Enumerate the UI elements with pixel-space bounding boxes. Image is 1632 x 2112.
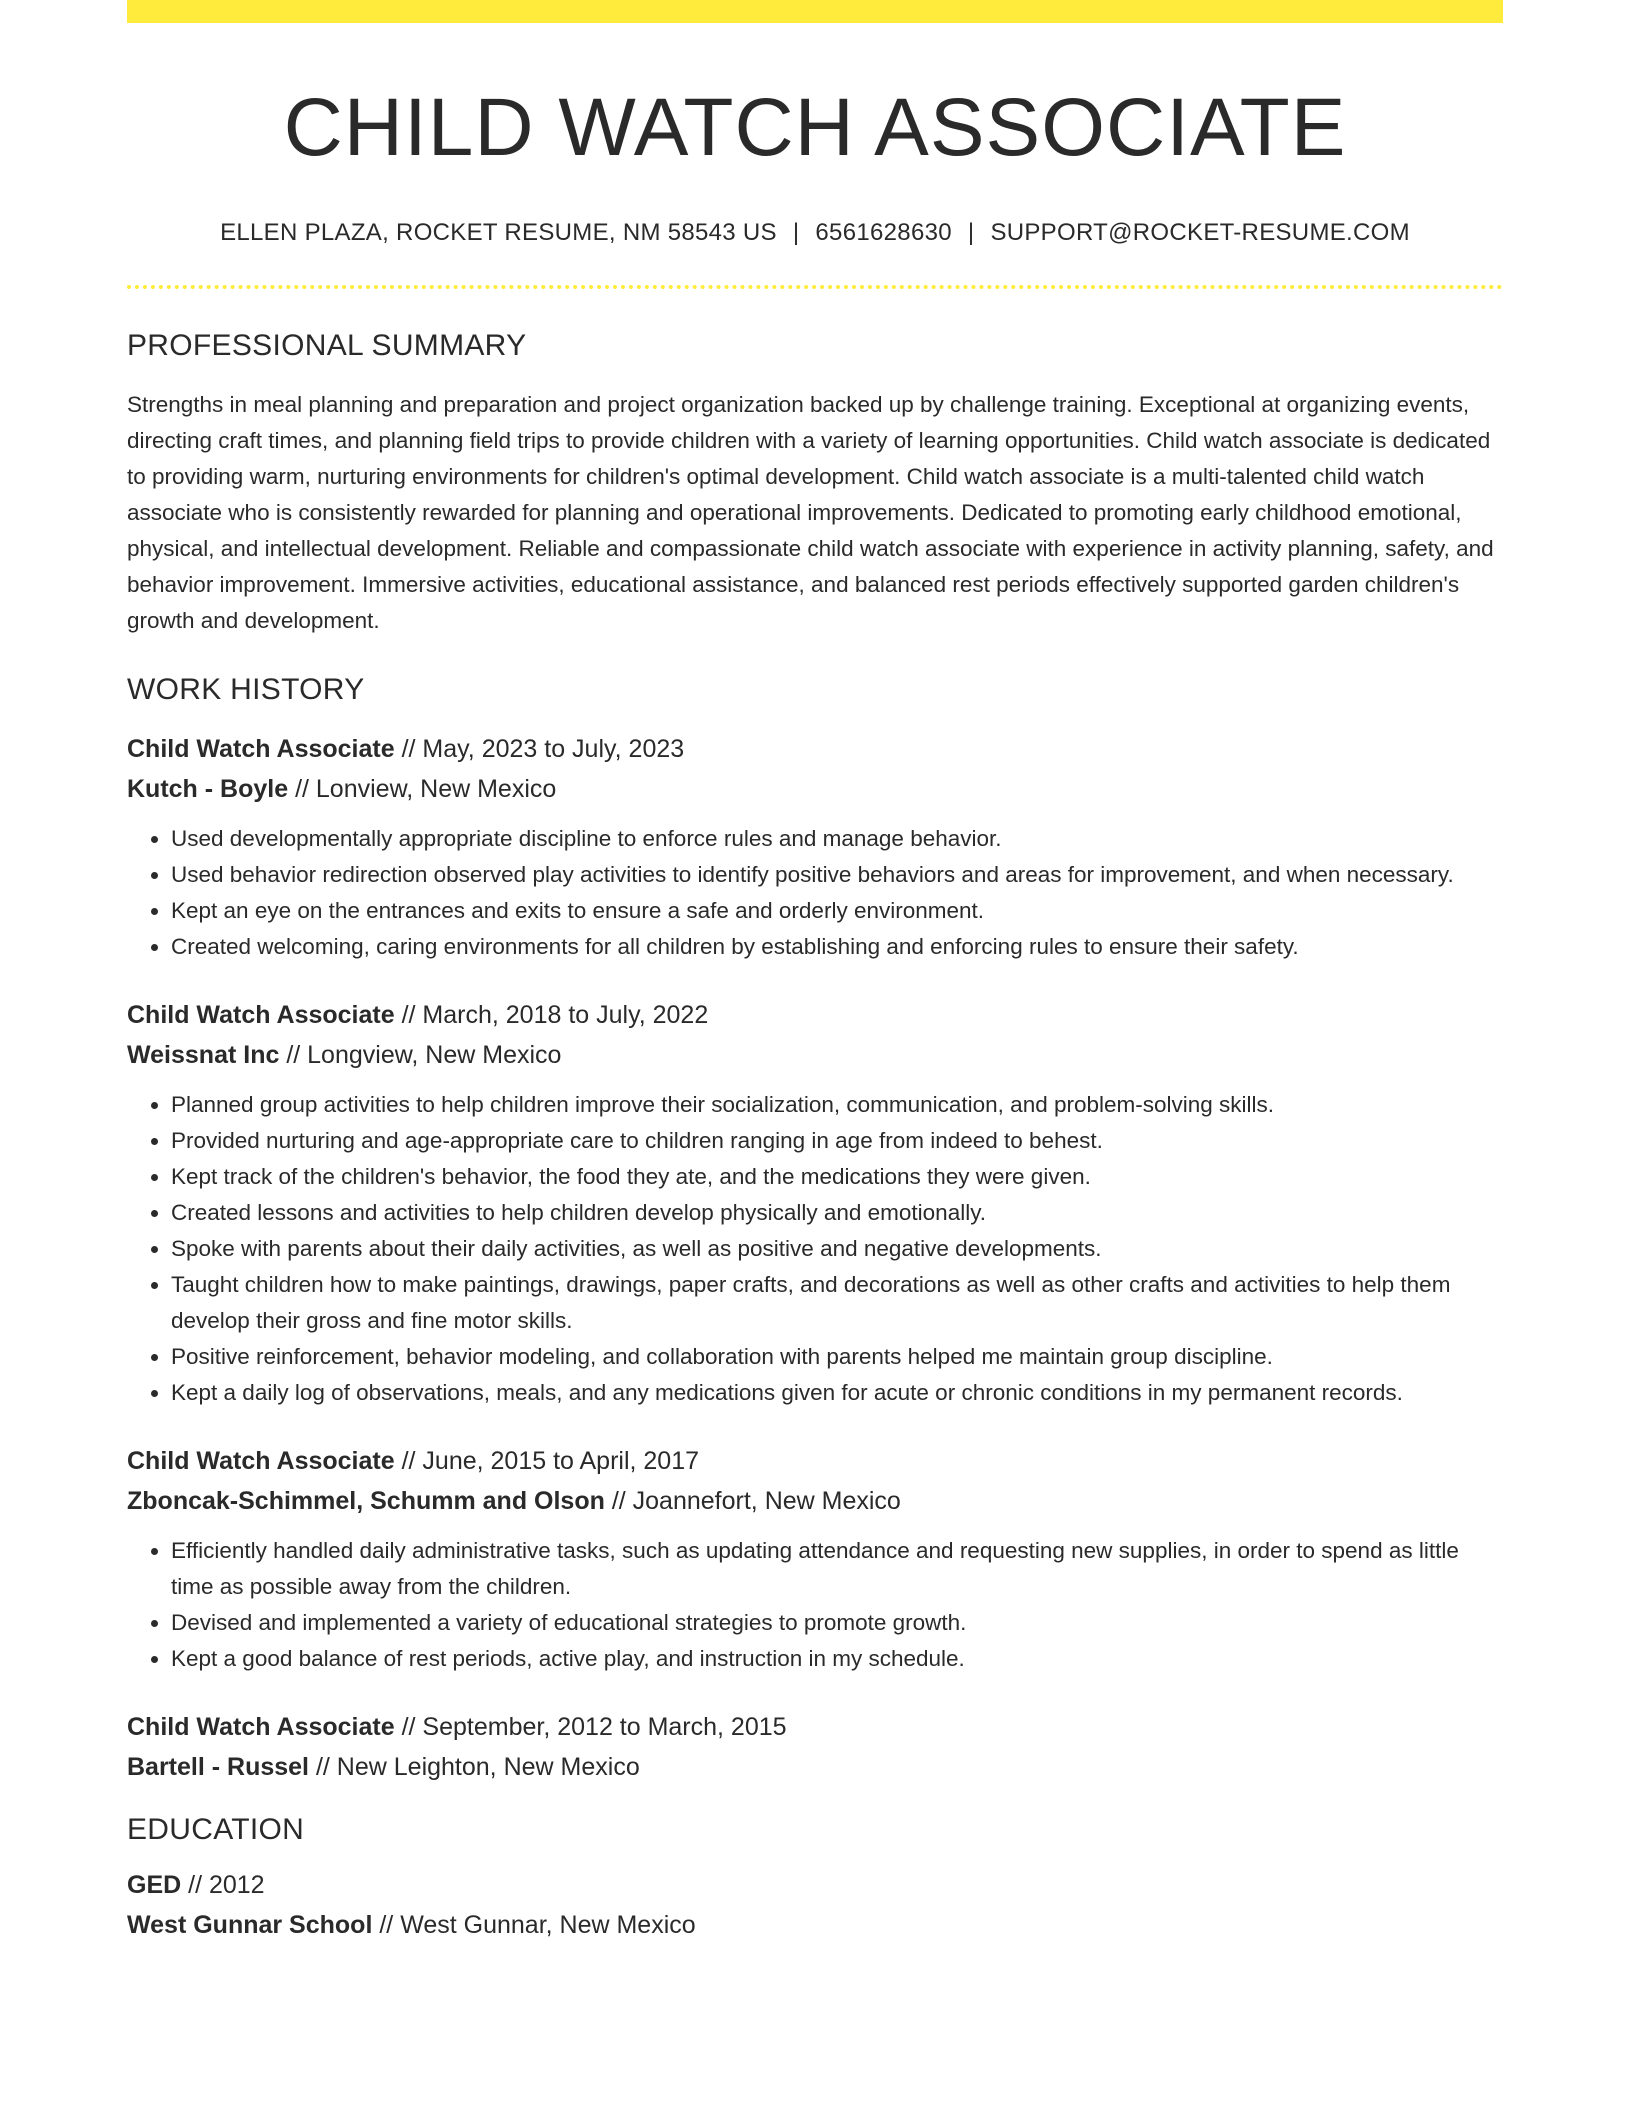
job-title: Child Watch Associate (127, 1001, 395, 1030)
job-dates: // May, 2023 to July, 2023 (394, 735, 685, 764)
job-bullets (127, 821, 1503, 965)
job-bullet: • Used developmentally appropriate discipline to enforce rules and manage behavior. (171, 821, 1503, 857)
job-bullet: • Spoke with parents about their daily activities, as well as positive and negative developments. (171, 1231, 1503, 1267)
job-bullet: • Planned group activities to help children improve their socialization, communication, and problem-solving skills. (171, 1087, 1503, 1123)
education-heading: EDUCATION (127, 1813, 305, 1847)
job-title-line (127, 729, 1503, 769)
education-year: // 2012 (181, 1871, 265, 1900)
job-title-line (127, 1707, 1503, 1747)
job-bullet: • Efficiently handled daily administrative tasks, such as updating attendance and requesting new supplies, in order to spend as little time as possible away from the children. (171, 1533, 1503, 1605)
job-bullet: • Created welcoming, caring environments for all children by establishing and enforcing rules to ensure their safety. (171, 929, 1503, 965)
resume-page (127, 0, 1503, 1945)
job-bullet: • Kept a daily log of observations, meals, and any medications given for acute or chronic conditions in my permanent records. (171, 1375, 1503, 1411)
job-title: Child Watch Associate (127, 735, 395, 764)
contact-email: SUPPORT@ROCKET-RESUME.COM (990, 219, 1410, 247)
resume-name: CHILD WATCH ASSOCIATE (283, 82, 1347, 173)
job-bullet: • Kept track of the children's behavior, the food they ate, and the medications they were given. (171, 1159, 1503, 1195)
contact-line (127, 219, 1503, 247)
job-bullet: • Positive reinforcement, behavior modeling, and collaboration with parents helped me maintain group discipline. (171, 1339, 1503, 1375)
work-history-heading: WORK HISTORY (127, 673, 365, 707)
contact-phone: 6561628630 (815, 219, 952, 247)
job-company-line (127, 769, 1503, 809)
education-school-line (127, 1905, 1503, 1945)
job-title: Child Watch Associate (127, 1447, 395, 1476)
job-title: Child Watch Associate (127, 1713, 395, 1742)
job-company-line (127, 1747, 1503, 1787)
job-company: Zboncak-Schimmel, Schumm and Olson (127, 1487, 605, 1516)
header-divider (127, 285, 1503, 289)
summary-text: Strengths in meal planning and preparation and project organization backed up by challenge training. Exceptional at organizing events, directing craft times, and planning field trips to provide children with a variety of learning opportunities. Child watch associate is dedicated to providing warm, nurturing environments for children's optimal development. Child watch associate is a multi-talented child watch associate who is consistently rewarded for planning and operational improvements. Dedicated to promoting early childhood emotional, physical, and intellectual development. Reliable and compassionate child watch associate with experience in activity planning, safety, and behavior improvement. Immersive activities, educational assistance, and balanced rest periods effectively supported garden children's growth and development. (127, 392, 1494, 634)
job-bullets (127, 1533, 1503, 1677)
education-school: West Gunnar School (127, 1911, 373, 1940)
education-degree: GED (127, 1871, 182, 1900)
job-bullet: • Kept a good balance of rest periods, active play, and instruction in my schedule. (171, 1641, 1503, 1677)
job-entry (127, 1441, 1503, 1677)
job-company-line (127, 1481, 1503, 1521)
job-bullet: • Kept an eye on the entrances and exits to ensure a safe and orderly environment. (171, 893, 1503, 929)
job-bullet: • Devised and implemented a variety of educational strategies to promote growth. (171, 1605, 1503, 1641)
job-entry (127, 729, 1503, 965)
job-company-line (127, 1035, 1503, 1075)
contact-address: ELLEN PLAZA, ROCKET RESUME, NM 58543 US (220, 219, 777, 247)
contact-separator: | (967, 219, 975, 247)
job-bullet: • Used behavior redirection observed play activities to identify positive behaviors and areas for improvement, and when necessary. (171, 857, 1503, 893)
job-bullet: • Provided nurturing and age-appropriate care to children ranging in age from indeed to behest. (171, 1123, 1503, 1159)
job-location: // Joannefort, New Mexico (604, 1487, 901, 1516)
job-dates: // June, 2015 to April, 2017 (394, 1447, 700, 1476)
job-bullet: • Created lessons and activities to help children develop physically and emotionally. (171, 1195, 1503, 1231)
education-degree-line (127, 1865, 1503, 1905)
job-company: Bartell - Russel (127, 1753, 310, 1782)
education-location: // West Gunnar, New Mexico (372, 1911, 696, 1940)
job-entry (127, 995, 1503, 1411)
summary-heading: PROFESSIONAL SUMMARY (127, 329, 527, 363)
job-bullet: • Taught children how to make paintings, drawings, paper crafts, and decorations as well as other crafts and activities to help them develop their gross and fine motor skills. (171, 1267, 1503, 1339)
education-entry (127, 1865, 1503, 1945)
job-location: // Longview, New Mexico (279, 1041, 562, 1070)
job-company: Weissnat Inc (127, 1041, 280, 1070)
job-title-line (127, 995, 1503, 1035)
job-dates: // March, 2018 to July, 2022 (394, 1001, 709, 1030)
job-company: Kutch - Boyle (127, 775, 289, 804)
job-bullets (127, 1087, 1503, 1411)
job-location: // New Leighton, New Mexico (309, 1753, 640, 1782)
job-title-line (127, 1441, 1503, 1481)
contact-separator: | (792, 219, 800, 247)
job-entry (127, 1707, 1503, 1787)
accent-bar (127, 0, 1503, 23)
job-dates: // September, 2012 to March, 2015 (394, 1713, 787, 1742)
job-location: // Lonview, New Mexico (288, 775, 557, 804)
